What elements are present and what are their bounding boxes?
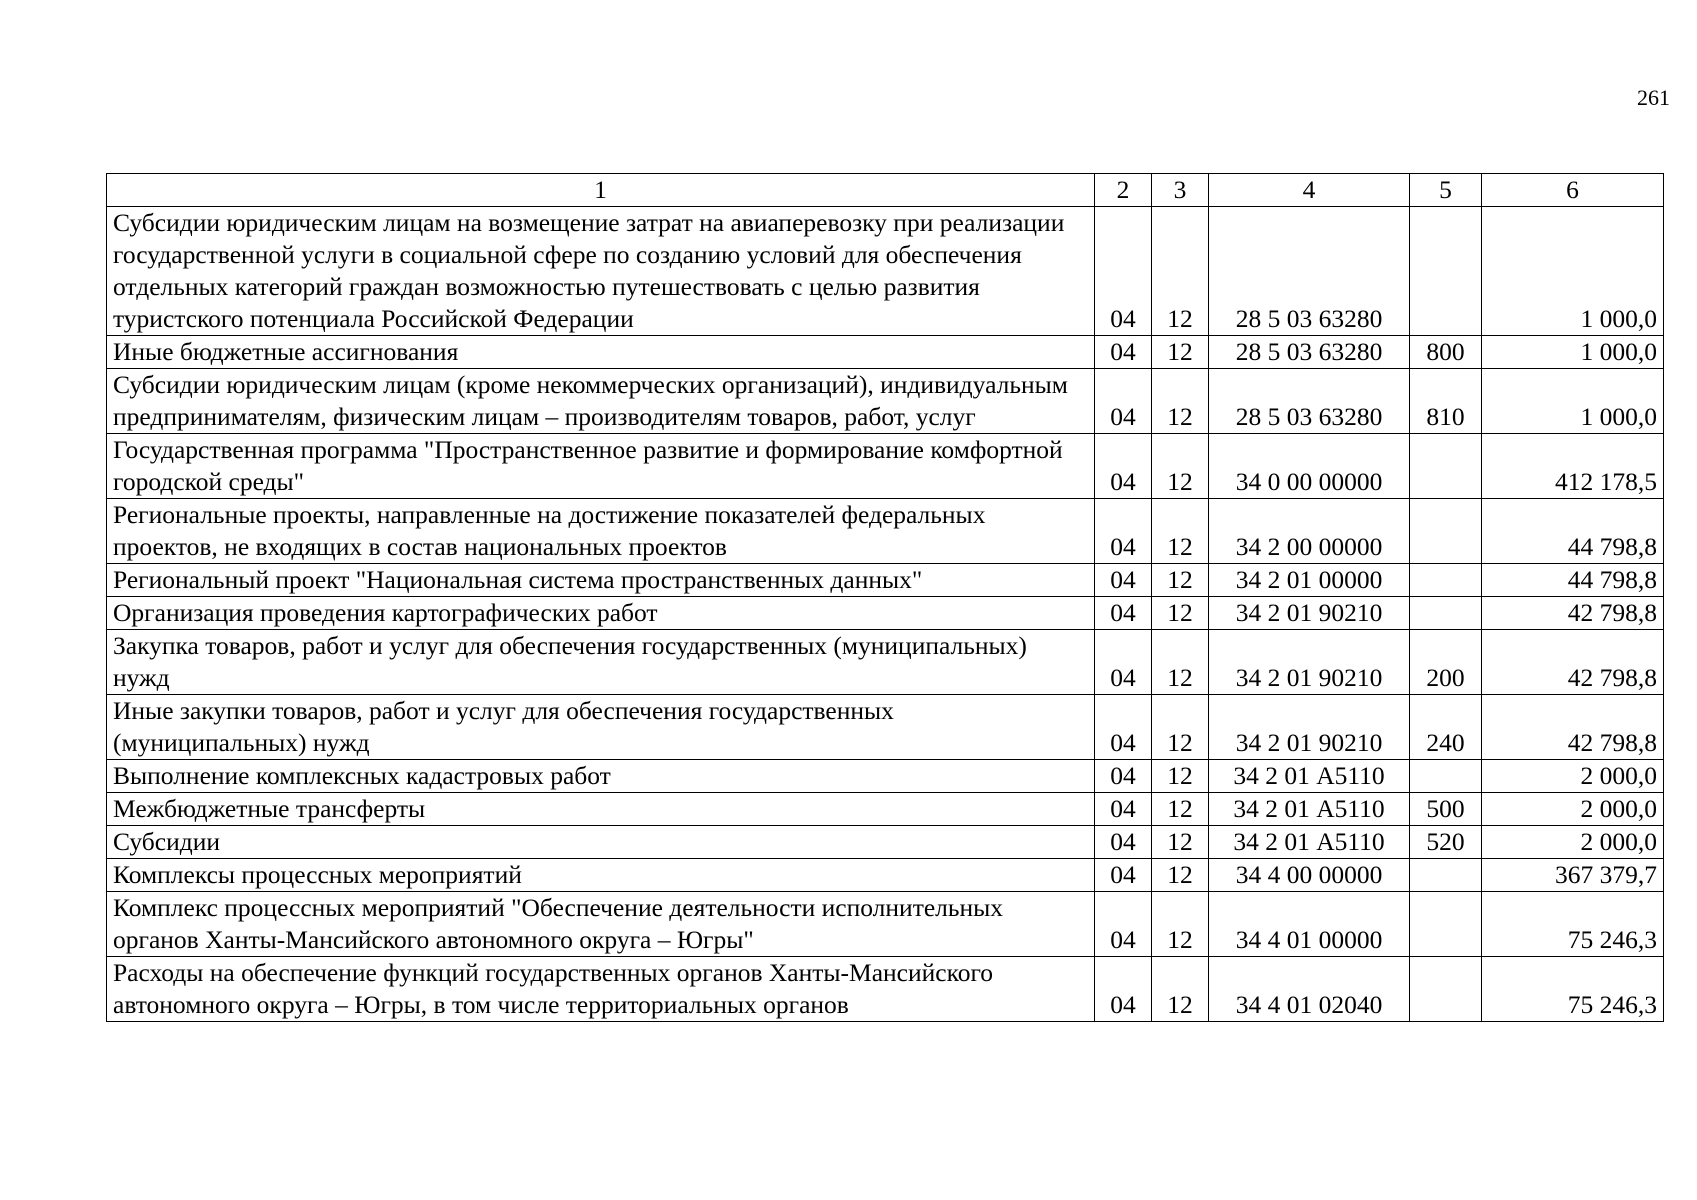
row-target-code: 34 2 01 90210	[1209, 630, 1410, 695]
row-expense-type: 800	[1410, 336, 1482, 369]
row-amount: 2 000,0	[1482, 826, 1664, 859]
row-name: Комплексы процессных мероприятий	[107, 859, 1095, 892]
row-name: Региональные проекты, направленные на достижение показателей федеральных проектов, не входящих в состав национальных проектов	[107, 499, 1095, 564]
row-subsection: 12	[1152, 499, 1209, 564]
table-row	[107, 793, 1664, 826]
row-subsection: 12	[1152, 597, 1209, 630]
table-row	[107, 564, 1664, 597]
column-header-1: 1	[107, 174, 1095, 207]
row-section: 04	[1095, 957, 1152, 1022]
row-expense-type	[1410, 499, 1482, 564]
row-expense-type	[1410, 859, 1482, 892]
table-row	[107, 957, 1664, 1022]
row-amount: 412 178,5	[1482, 434, 1664, 499]
row-target-code: 34 2 01 А5110	[1209, 760, 1410, 793]
row-name: Межбюджетные трансферты	[107, 793, 1095, 826]
row-name: Закупка товаров, работ и услуг для обеспечения государственных (муниципальных) нужд	[107, 630, 1095, 695]
table-header-row	[107, 174, 1664, 207]
row-amount: 1 000,0	[1482, 336, 1664, 369]
row-target-code: 34 4 01 02040	[1209, 957, 1410, 1022]
row-subsection: 12	[1152, 859, 1209, 892]
table-row	[107, 859, 1664, 892]
row-expense-type: 200	[1410, 630, 1482, 695]
row-amount: 2 000,0	[1482, 760, 1664, 793]
row-target-code: 34 2 01 90210	[1209, 597, 1410, 630]
budget-table	[106, 173, 1664, 1022]
row-name: Расходы на обеспечение функций государственных органов Ханты-Мансийского автономного округа – Югры, в том числе территориальных органов	[107, 957, 1095, 1022]
row-subsection: 12	[1152, 369, 1209, 434]
table-row	[107, 434, 1664, 499]
row-subsection: 12	[1152, 564, 1209, 597]
row-section: 04	[1095, 336, 1152, 369]
row-subsection: 12	[1152, 826, 1209, 859]
row-subsection: 12	[1152, 793, 1209, 826]
row-subsection: 12	[1152, 434, 1209, 499]
table-row	[107, 597, 1664, 630]
row-target-code: 34 2 01 90210	[1209, 695, 1410, 760]
column-header-2: 2	[1095, 174, 1152, 207]
row-target-code: 28 5 03 63280	[1209, 336, 1410, 369]
table-body	[107, 207, 1664, 1022]
row-name: Выполнение комплексных кадастровых работ	[107, 760, 1095, 793]
table-row	[107, 826, 1664, 859]
row-expense-type: 810	[1410, 369, 1482, 434]
row-section: 04	[1095, 597, 1152, 630]
row-amount: 367 379,7	[1482, 859, 1664, 892]
row-target-code: 28 5 03 63280	[1209, 369, 1410, 434]
row-section: 04	[1095, 793, 1152, 826]
table-row	[107, 336, 1664, 369]
row-subsection: 12	[1152, 892, 1209, 957]
row-name: Государственная программа "Пространственное развитие и формирование комфортной городской среды"	[107, 434, 1095, 499]
row-section: 04	[1095, 499, 1152, 564]
row-amount: 2 000,0	[1482, 793, 1664, 826]
row-subsection: 12	[1152, 207, 1209, 336]
row-amount: 75 246,3	[1482, 892, 1664, 957]
row-amount: 42 798,8	[1482, 597, 1664, 630]
row-amount: 42 798,8	[1482, 695, 1664, 760]
row-target-code: 28 5 03 63280	[1209, 207, 1410, 336]
row-name: Иные закупки товаров, работ и услуг для обеспечения государственных (муниципальных) нужд	[107, 695, 1095, 760]
row-subsection: 12	[1152, 760, 1209, 793]
row-target-code: 34 0 00 00000	[1209, 434, 1410, 499]
page-number: 261	[1637, 85, 1670, 110]
row-section: 04	[1095, 564, 1152, 597]
row-expense-type	[1410, 434, 1482, 499]
row-section: 04	[1095, 859, 1152, 892]
row-expense-type	[1410, 597, 1482, 630]
column-header-4: 4	[1209, 174, 1410, 207]
row-target-code: 34 2 01 А5110	[1209, 826, 1410, 859]
row-expense-type	[1410, 564, 1482, 597]
table-row	[107, 207, 1664, 336]
row-expense-type: 240	[1410, 695, 1482, 760]
row-section: 04	[1095, 434, 1152, 499]
row-subsection: 12	[1152, 957, 1209, 1022]
row-section: 04	[1095, 695, 1152, 760]
row-name: Субсидии юридическим лицам (кроме некоммерческих организаций), индивидуальным предпринимателям, физическим лицам – производителям товаров, работ, услуг	[107, 369, 1095, 434]
column-header-5: 5	[1410, 174, 1482, 207]
row-amount: 42 798,8	[1482, 630, 1664, 695]
table-row	[107, 369, 1664, 434]
row-amount: 75 246,3	[1482, 957, 1664, 1022]
row-amount: 44 798,8	[1482, 564, 1664, 597]
row-name: Субсидии	[107, 826, 1095, 859]
column-header-3: 3	[1152, 174, 1209, 207]
row-name: Организация проведения картографических работ	[107, 597, 1095, 630]
row-expense-type	[1410, 207, 1482, 336]
column-header-6: 6	[1482, 174, 1664, 207]
row-amount: 1 000,0	[1482, 369, 1664, 434]
row-name: Региональный проект "Национальная система пространственных данных"	[107, 564, 1095, 597]
row-name: Субсидии юридическим лицам на возмещение затрат на авиаперевозку при реализации государственной услуги в социальной сфере по созданию условий для обеспечения отдельных категорий граждан возможностью путешествовать с целью развития туристского потенциала Российской Федерации	[107, 207, 1095, 336]
row-section: 04	[1095, 892, 1152, 957]
row-subsection: 12	[1152, 336, 1209, 369]
table-row	[107, 892, 1664, 957]
row-target-code: 34 2 00 00000	[1209, 499, 1410, 564]
row-expense-type	[1410, 760, 1482, 793]
row-target-code: 34 4 01 00000	[1209, 892, 1410, 957]
row-expense-type: 500	[1410, 793, 1482, 826]
row-expense-type: 520	[1410, 826, 1482, 859]
row-name: Комплекс процессных мероприятий "Обеспечение деятельности исполнительных органов Ханты-Мансийского автономного округа – Югры"	[107, 892, 1095, 957]
row-target-code: 34 2 01 00000	[1209, 564, 1410, 597]
row-section: 04	[1095, 369, 1152, 434]
row-expense-type	[1410, 957, 1482, 1022]
row-subsection: 12	[1152, 630, 1209, 695]
table-row	[107, 695, 1664, 760]
table-row	[107, 630, 1664, 695]
table-row	[107, 499, 1664, 564]
row-amount: 1 000,0	[1482, 207, 1664, 336]
row-section: 04	[1095, 630, 1152, 695]
row-name: Иные бюджетные ассигнования	[107, 336, 1095, 369]
row-expense-type	[1410, 892, 1482, 957]
row-target-code: 34 4 00 00000	[1209, 859, 1410, 892]
row-section: 04	[1095, 826, 1152, 859]
row-section: 04	[1095, 760, 1152, 793]
row-subsection: 12	[1152, 695, 1209, 760]
row-section: 04	[1095, 207, 1152, 336]
row-target-code: 34 2 01 А5110	[1209, 793, 1410, 826]
row-amount: 44 798,8	[1482, 499, 1664, 564]
table-row	[107, 760, 1664, 793]
